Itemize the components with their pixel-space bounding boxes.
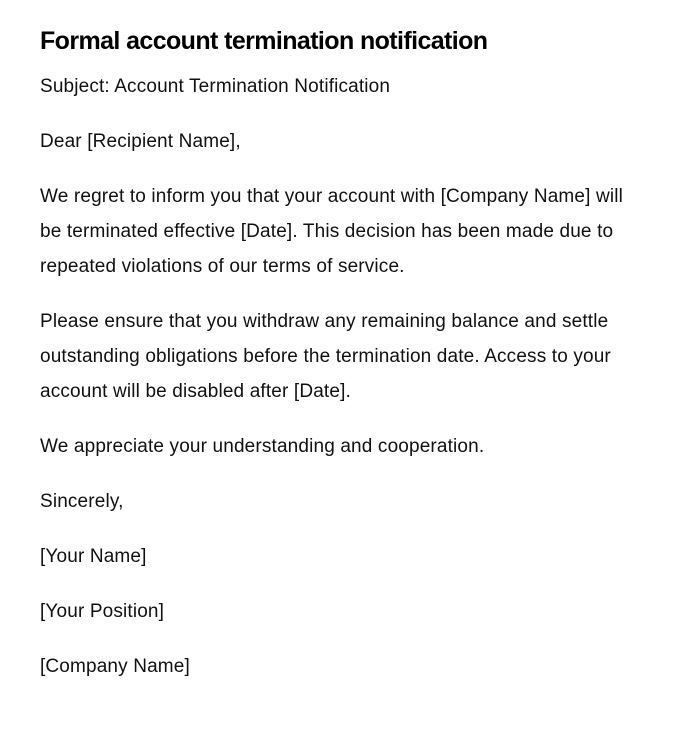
signature-name: [Your Name] xyxy=(40,546,147,567)
document-title: Formal account termination notification xyxy=(40,27,488,55)
signature-position: [Your Position] xyxy=(40,601,165,622)
signature-company: [Company Name] xyxy=(40,656,190,677)
body-paragraph-termination: We regret to inform you that your account with [Company Name] will be terminated effective [Date]. This decision has been made due to repeated violations of our terms of service. xyxy=(40,186,623,277)
closing: Sincerely, xyxy=(40,491,124,512)
body-paragraph-appreciation: We appreciate your understanding and cooperation. xyxy=(40,436,485,457)
subject-line: Subject: Account Termination Notification xyxy=(40,76,391,97)
salutation: Dear [Recipient Name], xyxy=(40,131,241,152)
body-paragraph-instructions: Please ensure that you withdraw any remaining balance and settle outstanding obligations before the termination date. Access to your account will be disabled after [Date]. xyxy=(40,311,611,402)
